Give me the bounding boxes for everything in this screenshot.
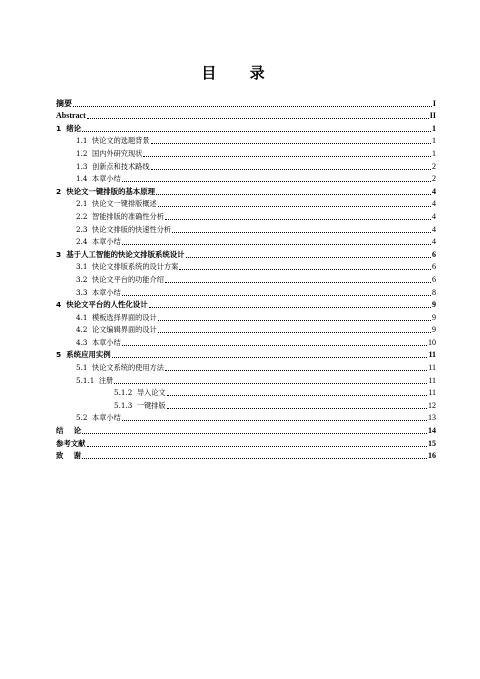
toc-entry[interactable] — [56, 184, 436, 197]
toc-entry-page-number: 4 — [432, 211, 436, 221]
table-of-contents — [56, 96, 436, 461]
toc-entry-page-number: 13 — [428, 413, 436, 423]
toc-entry-page-number: 12 — [428, 400, 436, 410]
toc-entry[interactable] — [56, 360, 436, 373]
page-title: 目 录 — [201, 64, 279, 82]
dot-leader — [143, 155, 431, 157]
toc-entry-label: 2.1 快论文一键排版概述 — [76, 199, 157, 209]
dot-leader — [122, 344, 427, 346]
toc-entry-label: 3.2 快论文平台的功能介绍 — [76, 274, 164, 284]
toc-entry-label: 1 绪论 — [56, 123, 82, 133]
toc-entry-page-number: 1 — [432, 136, 436, 146]
toc-entry[interactable] — [56, 222, 436, 235]
toc-entry-page-number: II — [429, 111, 436, 121]
toc-entry-label: 1.1 快论文的选题背景 — [76, 136, 150, 146]
dot-leader — [122, 180, 431, 182]
toc-entry-label: 1.2 国内外研究现状 — [76, 148, 143, 158]
toc-entry-page-number: 2 — [432, 174, 436, 184]
toc-entry-label: 4.1 模板选择界面的设计 — [76, 312, 157, 322]
dot-leader — [165, 281, 431, 283]
dot-leader — [149, 306, 431, 308]
dot-leader — [122, 419, 427, 421]
toc-entry[interactable] — [56, 449, 436, 462]
dot-leader — [158, 205, 431, 207]
dot-leader — [82, 432, 427, 434]
toc-entry[interactable] — [56, 423, 436, 436]
toc-entry[interactable] — [56, 348, 436, 361]
toc-entry-page-number: 9 — [432, 312, 436, 322]
toc-entry-page-number: 8 — [432, 287, 436, 297]
toc-entry[interactable] — [56, 285, 436, 298]
toc-entry-label: 摘要 — [56, 98, 72, 108]
toc-entry[interactable] — [56, 335, 436, 348]
toc-entry-label: 5 系统应用实例 — [56, 350, 111, 360]
dot-leader — [156, 193, 431, 195]
toc-entry[interactable] — [56, 436, 436, 449]
toc-entry[interactable] — [56, 96, 436, 109]
toc-entry-page-number: 16 — [428, 451, 436, 461]
dot-leader — [114, 382, 427, 384]
toc-entry-label: 1.4 本章小结 — [76, 174, 121, 184]
toc-entry[interactable] — [56, 310, 436, 323]
dot-leader — [151, 142, 431, 144]
toc-entry[interactable] — [56, 159, 436, 172]
toc-entry[interactable] — [56, 121, 436, 134]
toc-entry[interactable] — [56, 298, 436, 311]
dot-leader — [165, 369, 427, 371]
toc-entry[interactable] — [56, 373, 436, 386]
toc-entry-page-number: I — [432, 98, 436, 108]
toc-entry-page-number: 1 — [432, 148, 436, 158]
toc-entry-label: 致 谢 — [56, 451, 82, 461]
toc-entry-page-number: 2 — [432, 161, 436, 171]
toc-entry[interactable] — [56, 172, 436, 185]
dot-leader — [87, 117, 429, 119]
toc-entry[interactable] — [56, 235, 436, 248]
toc-entry[interactable] — [56, 109, 436, 122]
toc-entry-label: 3.1 快论文排版系统的设计方案 — [76, 262, 179, 272]
toc-entry[interactable] — [56, 260, 436, 273]
dot-leader — [165, 218, 431, 220]
toc-entry[interactable] — [56, 134, 436, 147]
toc-entry-page-number: 11 — [428, 363, 436, 373]
toc-entry-label: 结 论 — [56, 426, 82, 436]
dot-leader — [158, 331, 431, 333]
toc-entry-page-number: 6 — [432, 274, 436, 284]
toc-entry[interactable] — [56, 398, 436, 411]
toc-entry[interactable] — [56, 197, 436, 210]
toc-entry-label: 5.2 本章小结 — [76, 413, 121, 423]
toc-entry[interactable] — [56, 323, 436, 336]
toc-entry-page-number: 4 — [432, 237, 436, 247]
dot-leader — [179, 268, 431, 270]
toc-entry-page-number: 6 — [432, 249, 436, 259]
toc-entry-label: 5.1.2 导入论文 — [114, 388, 166, 398]
dot-leader — [122, 294, 431, 296]
dot-leader — [186, 256, 431, 258]
toc-entry-label: 5.1.3 一键排版 — [114, 400, 166, 410]
toc-entry-page-number: 4 — [432, 224, 436, 234]
toc-entry[interactable] — [56, 209, 436, 222]
toc-entry-page-number: 15 — [428, 438, 436, 448]
toc-entry[interactable] — [56, 247, 436, 260]
toc-entry-label: 2.4 本章小结 — [76, 237, 121, 247]
toc-entry-page-number: 6 — [432, 262, 436, 272]
toc-entry-label: 2.3 快论文排版的快速性分析 — [76, 224, 172, 234]
toc-entry[interactable] — [56, 272, 436, 285]
toc-entry-page-number: 14 — [428, 426, 436, 436]
toc-entry-label: 5.1.1 注册 — [76, 375, 114, 385]
toc-entry-label: 2 快论文一键排版的基本原理 — [56, 186, 155, 196]
toc-entry-label: 4 快论文平台的人性化设计 — [56, 300, 148, 310]
toc-entry-page-number: 4 — [432, 199, 436, 209]
toc-entry-page-number: 4 — [432, 186, 436, 196]
toc-entry-page-number: 10 — [428, 337, 436, 347]
dot-leader — [158, 319, 431, 321]
dot-leader — [172, 231, 431, 233]
toc-entry-page-number: 1 — [432, 123, 436, 133]
toc-entry[interactable] — [56, 411, 436, 424]
toc-entry-label: 1.3 创新点和技术路线 — [76, 161, 150, 171]
toc-entry-label: 3 基于人工智能的快论文排版系统设计 — [56, 249, 185, 259]
dot-leader — [82, 457, 427, 459]
dot-leader — [151, 168, 431, 170]
toc-entry[interactable] — [56, 146, 436, 159]
toc-entry-label: Abstract — [56, 111, 86, 121]
toc-entry-page-number: 11 — [428, 350, 436, 360]
dot-leader — [167, 407, 427, 409]
dot-leader — [87, 445, 427, 447]
dot-leader — [167, 394, 428, 396]
toc-entry-page-number: 9 — [432, 300, 436, 310]
dot-leader — [122, 243, 431, 245]
toc-entry-label: 3.3 本章小结 — [76, 287, 121, 297]
dot-leader — [112, 356, 428, 358]
toc-entry[interactable] — [56, 386, 436, 399]
toc-entry-label: 参考文献 — [56, 438, 86, 448]
dot-leader — [73, 105, 432, 107]
toc-entry-label: 5.1 快论文系统的使用方法 — [76, 363, 164, 373]
toc-entry-page-number: 11 — [428, 375, 436, 385]
toc-entry-label: 4.2 论文编辑界面的设计 — [76, 325, 157, 335]
toc-entry-label: 2.2 智能排版的准确性分析 — [76, 211, 164, 221]
toc-entry-page-number: 9 — [432, 325, 436, 335]
toc-entry-label: 4.3 本章小结 — [76, 337, 121, 347]
toc-entry-page-number: 11 — [428, 388, 436, 398]
dot-leader — [82, 130, 431, 132]
